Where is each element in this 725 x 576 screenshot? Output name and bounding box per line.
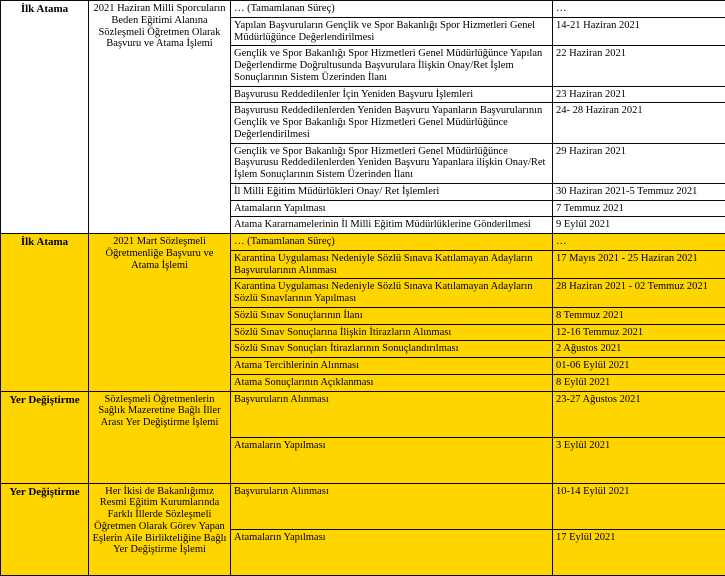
date-cell: 14-21 Haziran 2021 — [553, 17, 725, 46]
date-cell: 3 Eylül 2021 — [553, 437, 725, 483]
process-cell: Her İkisi de Bakanlığımız Resmi Eğitim Kurumlarında Farklı İllerde Sözleşmeli Öğretmen Olarak Görev Yapan Eşlerin Aile Birlikteliğine Bağlı Yer Değiştirme İşlemi — [89, 483, 231, 575]
date-cell: 8 Temmuz 2021 — [553, 307, 725, 324]
process-cell: 2021 Haziran Milli Sporcuların Beden Eğitimi Alanına Sözleşmeli Öğretmen Olarak Başvuru ve Atama İşlemi — [89, 1, 231, 234]
date-cell: 24- 28 Haziran 2021 — [553, 103, 725, 143]
date-cell: 10-14 Eylül 2021 — [553, 483, 725, 529]
description-cell: Gençlik ve Spor Bakanlığı Spor Hizmetleri Genel Müdürlüğünce Yapılan Değerlendirme Doğrultusunda Başvurulara İlişkin Onay/Ret İşlem Sonuçlarının Sistem Üzerinden İlanı — [231, 46, 553, 86]
date-cell: 22 Haziran 2021 — [553, 46, 725, 86]
date-cell: 23 Haziran 2021 — [553, 86, 725, 103]
description-cell: Karantina Uygulaması Nedeniyle Sözlü Sınava Katılamayan Adayların Sözlü Sınavlarının Yapılması — [231, 279, 553, 308]
date-cell: 9 Eylül 2021 — [553, 217, 725, 234]
description-cell: Gençlik ve Spor Bakanlığı Spor Hizmetleri Genel Müdürlüğünce Başvurusu Reddedilenlerden Yeniden Başvuru Yapanlara ilişkin Onay/Ret İşlem Sonuçlarının Sistem Üzerinden İlanı — [231, 143, 553, 183]
date-cell: 17 Mayıs 2021 - 25 Haziran 2021 — [553, 250, 725, 279]
table-body — [1, 1, 725, 576]
date-cell: 23-27 Ağustos 2021 — [553, 391, 725, 437]
description-cell: Atama Kararnamelerinin İl Milli Eğitim Müdürlüklerine Gönderilmesi — [231, 217, 553, 234]
description-cell: Başvuruların Alınması — [231, 483, 553, 529]
description-cell: Sözlü Sınav Sonuçlarının İlanı — [231, 307, 553, 324]
date-cell: 7 Temmuz 2021 — [553, 200, 725, 217]
date-cell: 29 Haziran 2021 — [553, 143, 725, 183]
description-cell: Sözlü Sınav Sonuçları İtirazlarının Sonuçlandırılması — [231, 341, 553, 358]
description-cell: Atama Tercihlerinin Alınması — [231, 358, 553, 375]
date-cell: 17 Eylül 2021 — [553, 529, 725, 575]
date-cell: 28 Haziran 2021 - 02 Temmuz 2021 — [553, 279, 725, 308]
description-cell: … (Tamamlanan Süreç) — [231, 1, 553, 18]
category-cell: İlk Atama — [1, 234, 89, 392]
date-cell: 12-16 Temmuz 2021 — [553, 324, 725, 341]
table-row — [1, 391, 725, 437]
description-cell: Başvurusu Reddedilenler İçin Yeniden Başvuru İşlemleri — [231, 86, 553, 103]
table-row — [1, 1, 725, 18]
description-cell: Atamaların Yapılması — [231, 529, 553, 575]
date-cell: … — [553, 234, 725, 251]
process-cell: 2021 Mart Sözleşmeli Öğretmenliğe Başvuru ve Atama İşlemi — [89, 234, 231, 392]
process-cell: Sözleşmeli Öğretmenlerin Sağlık Mazeretine Bağlı İller Arası Yer Değiştirme İşlemi — [89, 391, 231, 483]
description-cell: … (Tamamlanan Süreç) — [231, 234, 553, 251]
date-cell: … — [553, 1, 725, 18]
description-cell: Sözlü Sınav Sonuçlarına İlişkin İtirazların Alınması — [231, 324, 553, 341]
description-cell: Karantina Uygulaması Nedeniyle Sözlü Sınava Katılamayan Adayların Başvurularının Alınması — [231, 250, 553, 279]
date-cell: 30 Haziran 2021-5 Temmuz 2021 — [553, 183, 725, 200]
category-cell: İlk Atama — [1, 1, 89, 234]
date-cell: 01-06 Eylül 2021 — [553, 358, 725, 375]
category-cell: Yer Değiştirme — [1, 483, 89, 575]
description-cell: Atama Sonuçlarının Açıklanması — [231, 374, 553, 391]
description-cell: Başvuruların Alınması — [231, 391, 553, 437]
table-row — [1, 234, 725, 251]
description-cell: İl Milli Eğitim Müdürlükleri Onay/ Ret İşlemleri — [231, 183, 553, 200]
table-row — [1, 483, 725, 529]
date-cell: 2 Ağustos 2021 — [553, 341, 725, 358]
category-cell: Yer Değiştirme — [1, 391, 89, 483]
description-cell: Atamaların Yapılması — [231, 200, 553, 217]
description-cell: Başvurusu Reddedilenlerden Yeniden Başvuru Yapanların Başvurularının Gençlik ve Spor Bakanlığı Spor Hizmetleri Genel Müdürlüğünce Değerlendirilmesi — [231, 103, 553, 143]
description-cell: Yapılan Başvuruların Gençlik ve Spor Bakanlığı Spor Hizmetleri Genel Müdürlüğünce Değerlendirilmesi — [231, 17, 553, 46]
date-cell: 8 Eylül 2021 — [553, 374, 725, 391]
description-cell: Atamaların Yapılması — [231, 437, 553, 483]
